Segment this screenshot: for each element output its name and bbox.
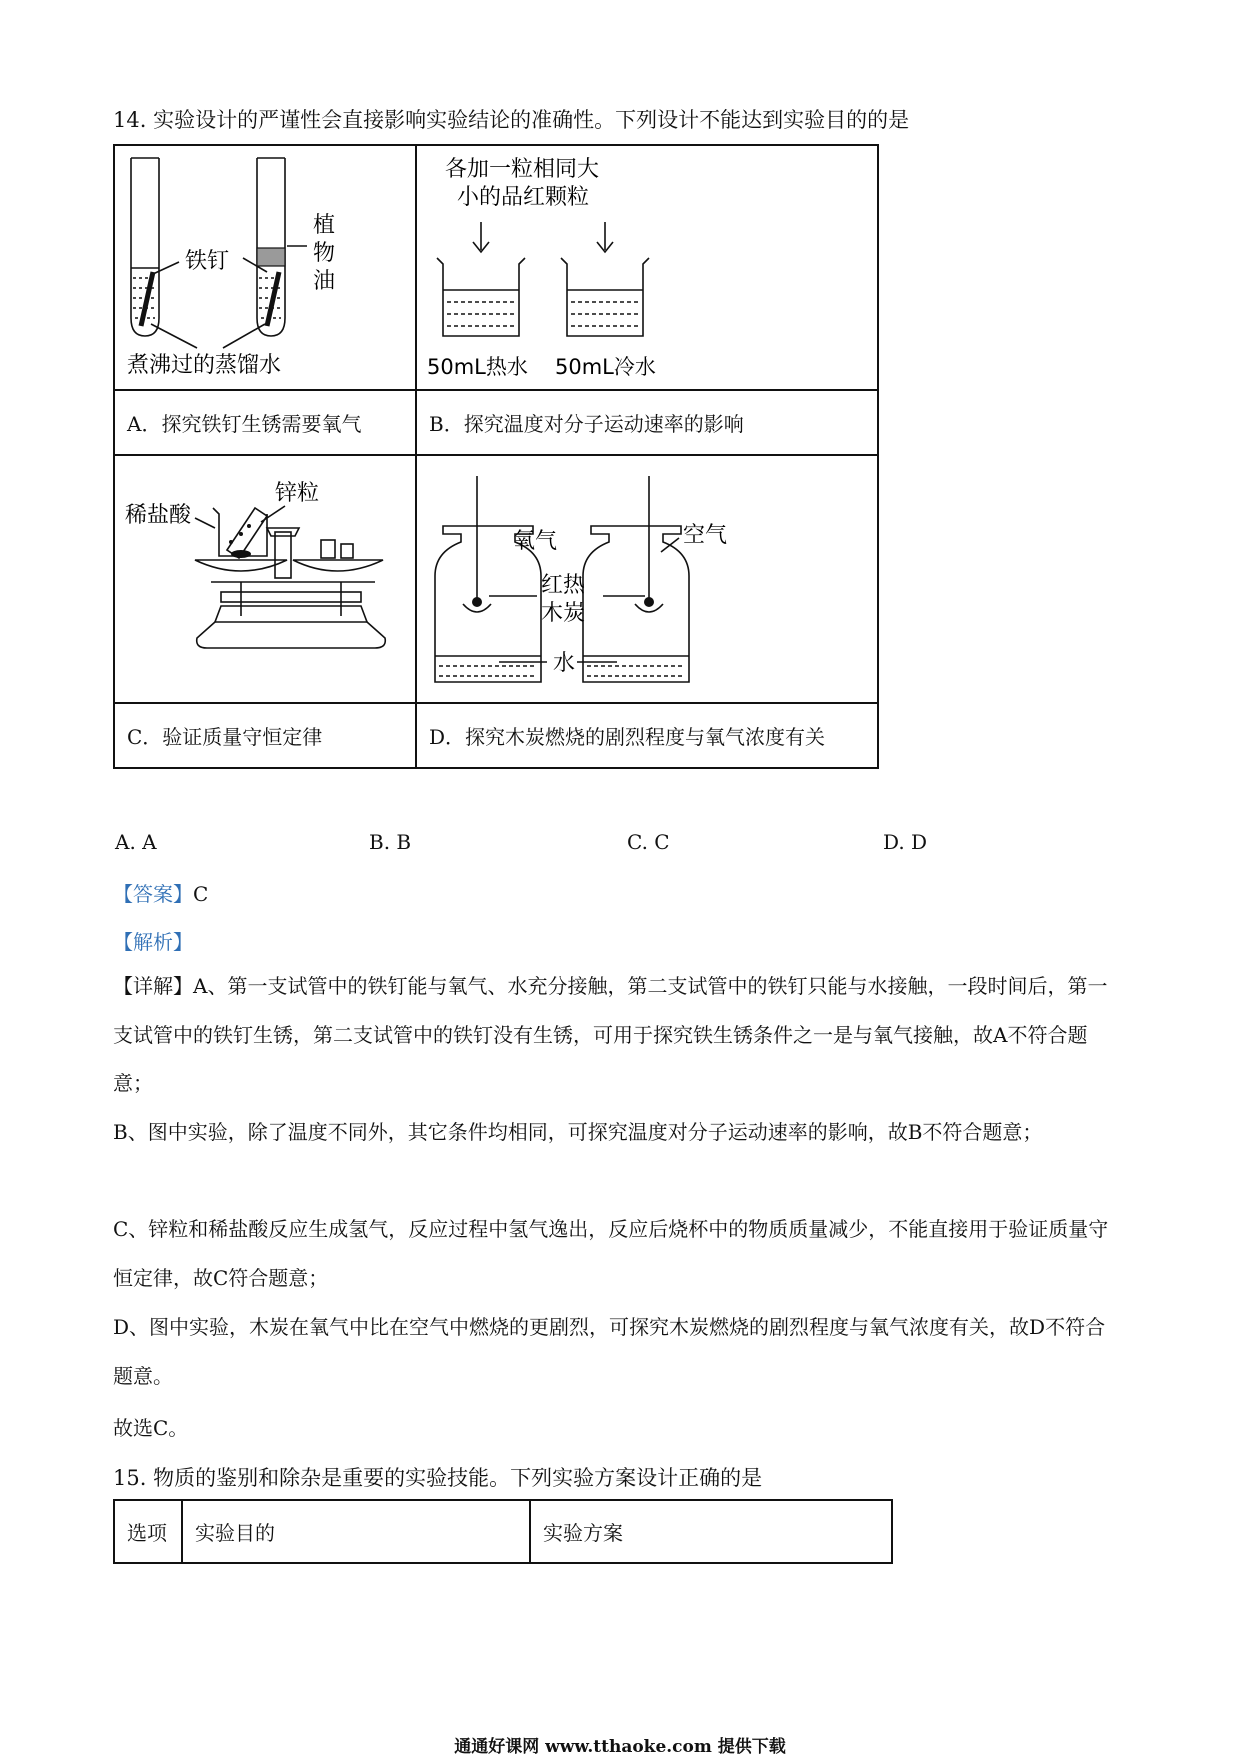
- zinc-label: 锌粒: [275, 481, 320, 506]
- figure-c-cell: [114, 455, 416, 703]
- answer-tag: 【答案】: [113, 882, 193, 906]
- water-label: 水: [553, 651, 576, 676]
- experiment-table: [113, 144, 879, 769]
- header-option: 选项: [114, 1500, 182, 1563]
- detail-tag: 【详解】: [113, 974, 193, 998]
- footer-watermark: 通通好课网 www.tthaoke.com 提供下载: [454, 1737, 786, 1757]
- charcoal-figure: [417, 456, 875, 702]
- charcoal-label-1: 红热: [541, 573, 586, 598]
- air-label: 空气: [683, 523, 728, 548]
- oxygen-label: 氧气: [513, 529, 558, 554]
- figure-a-cell: [114, 145, 416, 390]
- detail-text-a: A、第一支试管中的铁钉能与氧气、水充分接触，第二支试管中的铁钉只能与水接触，一段时间后，第一支试管中的铁钉生锈，第二支试管中的铁钉没有生锈，可用于探究铁生锈条件之一是与氧气接触，故A不符合题意；: [113, 974, 1108, 1095]
- option-b[interactable]: B. B: [369, 830, 412, 854]
- header-purpose: 实验目的: [182, 1500, 530, 1563]
- option-a[interactable]: A. A: [115, 830, 157, 854]
- detail-para-b: B、图中实验，除了温度不同外，其它条件均相同，可探究温度对分子运动速率的影响，故B不符合题意；: [113, 1120, 1043, 1144]
- beaker-figure: [417, 146, 875, 389]
- caption-d: D．探究木炭燃烧的剧烈程度与氧气浓度有关: [416, 703, 878, 768]
- charcoal-label-2: 木炭: [541, 601, 586, 626]
- detail-para-d: D、图中实验，木炭在氧气中比在空气中燃烧的更剧烈，可探究木炭燃烧的剧烈程度与氧气浓度有关，故D不符合题意。: [113, 1315, 1106, 1388]
- figure-d-cell: [416, 455, 878, 703]
- question-15-table: [113, 1499, 893, 1564]
- option-d[interactable]: D. D: [883, 830, 928, 854]
- cold-water-label: 50mL冷水: [555, 355, 656, 379]
- option-c[interactable]: C. C: [627, 830, 670, 854]
- answer-line: [113, 878, 208, 907]
- question-14-title: 14. 实验设计的严谨性会直接影响实验结论的准确性。下列设计不能达到实验目的的是: [113, 108, 910, 132]
- boiled-water-label: 煮沸过的蒸馏水: [127, 353, 282, 378]
- test-tube-figure: [115, 146, 413, 389]
- header-plan: 实验方案: [530, 1500, 892, 1563]
- conclusion: 故选C。: [113, 1416, 189, 1440]
- caption-c: C．验证质量守恒定律: [114, 703, 416, 768]
- figure-b-cell: [416, 145, 878, 390]
- balance-figure: [115, 456, 413, 702]
- answer-value: C: [193, 882, 209, 906]
- caption-a: A．探究铁钉生锈需要氧气: [114, 390, 416, 455]
- add-label-2: 小的品红颗粒: [457, 185, 590, 210]
- add-label-1: 各加一粒相同大: [445, 157, 600, 182]
- detail-para-c: C、锌粒和稀盐酸反应生成氢气，反应过程中氢气逸出，反应后烧杯中的物质质量减少，不能直接用于验证质量守恒定律，故C符合题意；: [113, 1217, 1109, 1290]
- oil-label-3: 油: [313, 269, 336, 294]
- nail-label: 铁钉: [185, 249, 230, 274]
- acid-label: 稀盐酸: [125, 503, 192, 528]
- hot-water-label: 50mL热水: [427, 355, 528, 379]
- question-15-title: 15. 物质的鉴别和除杂是重要的实验技能。下列实验方案设计正确的是: [113, 1466, 763, 1490]
- oil-label-2: 物: [313, 241, 336, 266]
- analysis-tag: 【解析】: [113, 930, 193, 954]
- detail-para-a: [113, 962, 1118, 1108]
- caption-b: B．探究温度对分子运动速率的影响: [416, 390, 878, 455]
- oil-label-1: 植: [313, 213, 336, 238]
